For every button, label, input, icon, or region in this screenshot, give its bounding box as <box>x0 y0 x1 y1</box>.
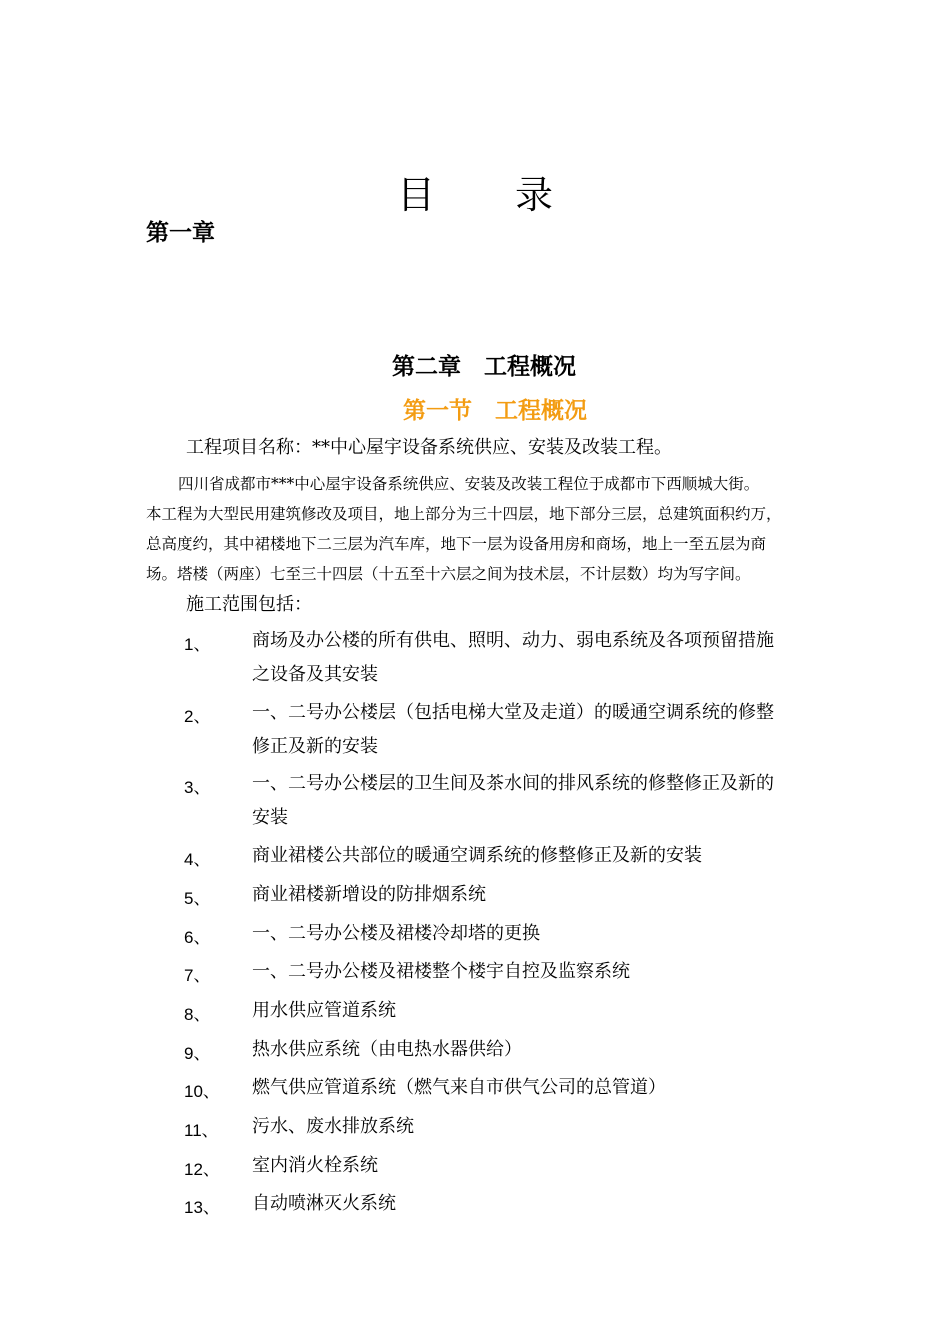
description-line: 总高度约，其中裙楼地下二三层为汽车库，地下一层为设备用房和商场，地上一至五层为商 <box>146 535 767 553</box>
project-name: 工程项目名称：**中心屋宇设备系统供应、安装及改装工程。 <box>186 437 672 458</box>
scope-label: 施工范围包括： <box>186 594 312 615</box>
toc-title-char-2: 录 <box>515 173 554 217</box>
list-item-number: 9、 <box>184 1044 211 1063</box>
list-item-number: 7、 <box>184 966 211 985</box>
list-item-text: 热水供应系统（由电热水器供给） <box>252 1039 522 1060</box>
list-item-text: 商场及办公楼的所有供电、照明、动力、弱电系统及各项预留措施 <box>252 630 774 651</box>
list-item-number: 11、 <box>184 1121 219 1140</box>
list-item-number: 6、 <box>184 928 211 947</box>
list-item-number: 13、 <box>184 1198 220 1217</box>
list-item-text: 用水供应管道系统 <box>252 1000 396 1021</box>
list-item-text: 一、二号办公楼层（包括电梯大堂及走道）的暖通空调系统的修整 <box>252 702 774 723</box>
chapter-2-heading: 第二章 工程概况 <box>392 354 576 380</box>
list-item-number: 12、 <box>184 1160 220 1179</box>
list-item-number: 2、 <box>184 707 211 726</box>
list-item-number: 1、 <box>184 635 211 654</box>
toc-title-char-1: 目 <box>396 173 435 217</box>
list-item-text: 商业裙楼新增设的防排烟系统 <box>252 884 486 905</box>
list-item-text: 一、二号办公楼及裙楼冷却塔的更换 <box>252 923 540 944</box>
chapter-1-heading: 第一章 <box>146 220 215 246</box>
list-item-text: 一、二号办公楼及裙楼整个楼宇自控及监察系统 <box>252 961 630 982</box>
list-item-number: 3、 <box>184 778 211 797</box>
description-line: 场。塔楼（两座）七至三十四层（十五至十六层之间为技术层，不计层数）均为写字间。 <box>146 565 751 583</box>
list-item-text: 商业裙楼公共部位的暖通空调系统的修整修正及新的安装 <box>252 845 702 866</box>
list-item-text-cont: 之设备及其安装 <box>252 664 378 685</box>
list-item-text: 燃气供应管道系统（燃气来自市供气公司的总管道） <box>252 1077 666 1098</box>
list-item-number: 8、 <box>184 1005 211 1024</box>
list-item-text: 一、二号办公楼层的卫生间及茶水间的排风系统的修整修正及新的 <box>252 773 774 794</box>
list-item-text: 自动喷淋灭火系统 <box>252 1193 396 1214</box>
list-item-text-cont: 修正及新的安装 <box>252 736 378 757</box>
section-1-heading: 第一节 工程概况 <box>403 398 587 424</box>
description-line: 四川省成都市***中心屋宇设备系统供应、安装及改装工程位于成都市下西顺城大街。 <box>178 475 760 493</box>
list-item-text: 污水、废水排放系统 <box>252 1116 414 1137</box>
toc-title <box>0 164 950 219</box>
description-line: 本工程为大型民用建筑修改及项目，地上部分为三十四层，地下部分三层，总建筑面积约万， <box>146 505 782 523</box>
list-item-number: 5、 <box>184 889 211 908</box>
list-item-number: 4、 <box>184 850 211 869</box>
list-item-number: 10、 <box>184 1082 220 1101</box>
list-item-text: 室内消火栓系统 <box>252 1155 378 1176</box>
project-description <box>146 469 846 589</box>
list-item-text-cont: 安装 <box>252 807 288 828</box>
